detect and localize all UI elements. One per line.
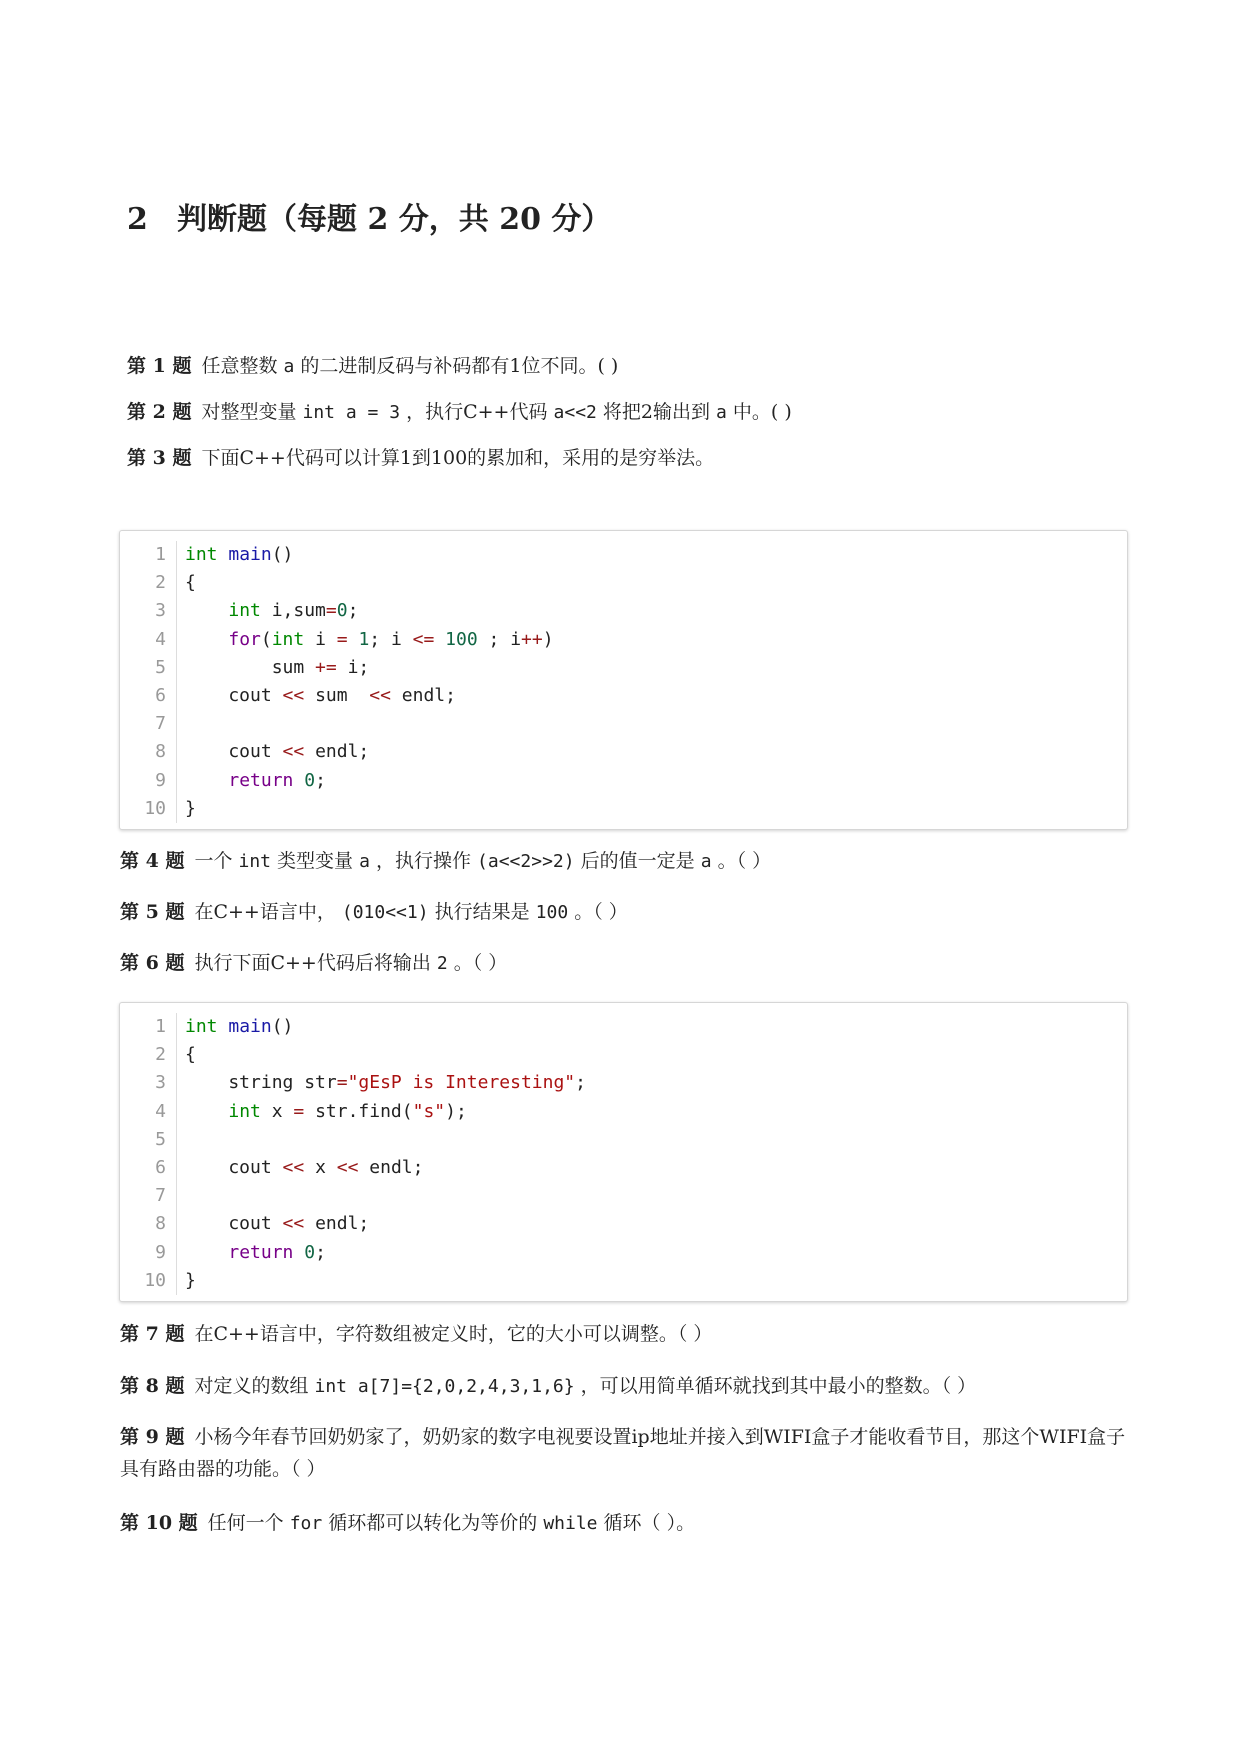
- code-line: [120, 597, 1127, 625]
- question-text: 下面C++代码可以计算1到100的累加和，采用的是穷举法。: [201, 447, 715, 469]
- code-text: [177, 682, 456, 710]
- inline-code: int: [238, 851, 272, 872]
- question-text: 执行结果是: [428, 901, 536, 923]
- code-token: "s": [412, 1100, 446, 1122]
- code-token: sum: [304, 684, 370, 706]
- code-token: (: [260, 628, 272, 650]
- code-text: [177, 1069, 586, 1097]
- code-token: );: [445, 1100, 467, 1122]
- code-line: [120, 654, 1127, 682]
- code-line: [120, 1013, 1127, 1041]
- code-text: [177, 1098, 467, 1126]
- question-label: 第 6 题: [120, 952, 185, 974]
- question-text: 的二进制反码与补码都有1位不同。( ): [294, 355, 619, 377]
- inline-code: a: [283, 356, 295, 377]
- code-token: [185, 770, 228, 791]
- line-number: 6: [120, 1154, 177, 1182]
- line-number: 2: [120, 569, 177, 597]
- code-token: "gEsP is Interesting": [347, 1072, 576, 1094]
- code-text: [177, 541, 293, 569]
- code-token: i;: [336, 656, 370, 678]
- question-4: [120, 845, 1130, 878]
- line-number: 10: [120, 1267, 177, 1295]
- code-text: [177, 1182, 185, 1210]
- code-token: 0: [304, 769, 316, 791]
- code-line: [120, 1126, 1127, 1154]
- code-block-1: [119, 530, 1128, 830]
- question-2: [127, 396, 1137, 429]
- code-token: return: [228, 1241, 294, 1263]
- code-token: [293, 1242, 304, 1263]
- question-label: 第 4 题: [120, 850, 185, 872]
- code-line: [120, 1069, 1127, 1097]
- code-line: [120, 541, 1127, 569]
- code-token: (): [271, 544, 294, 565]
- inline-code: (010<<1): [341, 902, 429, 923]
- code-token: (): [271, 1016, 294, 1037]
- question-text: 。（ ）: [568, 901, 628, 923]
- question-text: ，执行C++代码: [400, 401, 554, 423]
- code-token: [185, 1242, 228, 1263]
- code-text: [177, 767, 326, 795]
- code-line: [120, 626, 1127, 654]
- question-text: 类型变量: [271, 850, 360, 872]
- code-text: [177, 1126, 185, 1154]
- code-token: int: [185, 1016, 218, 1037]
- code-token: sum: [185, 656, 316, 678]
- code-line: [120, 1154, 1127, 1182]
- code-token: ;: [347, 600, 359, 622]
- code-token: [434, 629, 445, 650]
- question-text: 一个: [194, 850, 239, 872]
- line-number: 4: [120, 626, 177, 654]
- question-text: 循环（ ）。: [597, 1512, 696, 1534]
- code-token: 100: [445, 628, 478, 650]
- section-title: [127, 196, 611, 244]
- code-token: i,sum: [260, 600, 326, 622]
- code-block-2: [119, 1002, 1128, 1302]
- code-token: <<: [282, 741, 305, 763]
- code-token: return: [228, 769, 294, 791]
- code-token: =: [325, 600, 337, 622]
- code-token: <<: [282, 1156, 305, 1178]
- inline-code: a<<2: [553, 402, 597, 423]
- line-number: 10: [120, 795, 177, 823]
- code-token: [218, 544, 229, 565]
- code-token: string str: [185, 1072, 337, 1094]
- code-text: [177, 795, 196, 823]
- code-token: ++: [521, 628, 543, 650]
- inline-code: a: [716, 402, 727, 423]
- question-text: 循环都可以转化为等价的: [322, 1512, 544, 1534]
- question-text: 在C++语言中，: [194, 901, 342, 923]
- question-text: 执行下面C++代码后将输出: [194, 952, 437, 974]
- line-number: 2: [120, 1041, 177, 1069]
- line-number: 1: [120, 541, 177, 569]
- question-6: [120, 947, 1130, 980]
- line-number: 4: [120, 1098, 177, 1126]
- line-number: 9: [120, 1239, 177, 1267]
- code-token: int: [228, 1100, 261, 1122]
- code-token: =: [336, 1072, 348, 1094]
- code-text: [177, 1013, 293, 1041]
- code-token: [218, 1016, 229, 1037]
- question-label: 第 10 题: [120, 1512, 198, 1534]
- code-token: cout: [185, 1156, 283, 1178]
- line-number: 5: [120, 1126, 177, 1154]
- inline-code: 2: [436, 953, 448, 974]
- code-line: [120, 1239, 1127, 1267]
- question-5: [120, 896, 1130, 929]
- code-text: [177, 738, 369, 766]
- question-text: 。（ ）: [711, 850, 772, 872]
- question-label: 第 8 题: [120, 1375, 185, 1397]
- code-token: [185, 629, 228, 650]
- question-text: 中。( ): [726, 401, 792, 423]
- code-token: <<: [282, 684, 305, 706]
- code-token: cout: [185, 1213, 283, 1235]
- code-token: =: [336, 628, 348, 650]
- code-token: 0: [304, 1241, 316, 1263]
- section-heading: 判断题（每题 2 分，共 20 分）: [177, 202, 612, 237]
- code-token: ; i: [369, 628, 413, 650]
- question-7: [120, 1318, 1130, 1350]
- inline-code: for: [289, 1513, 323, 1534]
- code-token: str.find(: [304, 1100, 413, 1122]
- question-text: 对整型变量: [201, 401, 303, 423]
- code-token: int: [228, 600, 261, 622]
- inline-code: a: [700, 851, 712, 872]
- code-token: <<: [369, 684, 391, 706]
- question-label: 第 1 题: [127, 355, 192, 377]
- code-line: [120, 1041, 1127, 1069]
- code-token: }: [185, 797, 196, 819]
- line-number: 8: [120, 1210, 177, 1238]
- inline-code: 100: [535, 902, 569, 923]
- line-number: 8: [120, 738, 177, 766]
- code-line: [120, 738, 1127, 766]
- question-label: 第 2 题: [127, 401, 192, 423]
- code-token: [348, 629, 359, 650]
- code-token: [185, 1101, 228, 1122]
- code-line: [120, 1267, 1127, 1295]
- code-text: [177, 710, 185, 738]
- code-token: endl;: [304, 741, 370, 763]
- code-token: <<: [336, 1156, 359, 1178]
- section-number: 2: [127, 202, 148, 237]
- question-text: ，可以用简单循环就找到其中最小的整数。（ ）: [574, 1375, 977, 1397]
- code-line: [120, 767, 1127, 795]
- inline-code: while: [543, 1513, 598, 1534]
- code-token: x: [260, 1100, 294, 1122]
- inline-code: int a = 3: [302, 402, 401, 423]
- question-3: [127, 442, 1137, 474]
- code-token: int: [271, 628, 305, 650]
- code-token: +=: [315, 656, 337, 678]
- code-line: [120, 682, 1127, 710]
- code-line: [120, 1210, 1127, 1238]
- line-number: 7: [120, 710, 177, 738]
- code-text: [177, 1210, 369, 1238]
- code-token: {: [185, 1044, 196, 1066]
- question-text: 任何一个: [207, 1512, 290, 1534]
- question-label: 第 5 题: [120, 901, 185, 923]
- code-token: ; i: [477, 628, 522, 650]
- code-text: [177, 1154, 423, 1182]
- question-label: 第 9 题: [120, 1426, 185, 1448]
- code-token: main: [228, 544, 272, 565]
- code-line: [120, 710, 1127, 738]
- inline-code: a: [359, 851, 370, 872]
- line-number: 7: [120, 1182, 177, 1210]
- code-line: [120, 1098, 1127, 1126]
- inline-code: (a<<2>>2): [477, 851, 575, 872]
- code-text: [177, 597, 358, 625]
- code-line: [120, 1182, 1127, 1210]
- code-token: ;: [315, 1241, 326, 1263]
- code-token: }: [185, 1269, 196, 1291]
- question-label: 第 7 题: [120, 1323, 185, 1345]
- question-text: ，执行操作: [369, 850, 478, 872]
- question-10: [120, 1507, 1130, 1540]
- code-token: =: [293, 1100, 305, 1122]
- code-token: int: [185, 544, 218, 565]
- code-text: [177, 569, 196, 597]
- code-token: main: [228, 1016, 272, 1037]
- line-number: 6: [120, 682, 177, 710]
- code-token: ;: [315, 769, 326, 791]
- code-token: ;: [575, 1072, 586, 1094]
- question-8: [120, 1370, 1130, 1403]
- code-token: ): [542, 628, 554, 650]
- question-9: [120, 1421, 1130, 1485]
- code-text: [177, 626, 554, 654]
- line-number: 5: [120, 654, 177, 682]
- code-token: x: [304, 1156, 337, 1178]
- question-text: 对定义的数组: [194, 1375, 315, 1397]
- question-text: 将把2输出到: [596, 401, 717, 423]
- code-token: cout: [185, 741, 283, 763]
- code-text: [177, 654, 369, 682]
- code-token: endl;: [390, 684, 456, 706]
- code-token: 0: [336, 600, 348, 622]
- code-token: <=: [412, 628, 435, 650]
- code-token: for: [228, 628, 261, 650]
- code-token: endl;: [358, 1156, 424, 1178]
- question-text: 在C++语言中，字符数组被定义时，它的大小可以调整。（ ）: [194, 1323, 713, 1345]
- code-token: 1: [358, 628, 370, 650]
- question-1: [127, 350, 1137, 383]
- line-number: 3: [120, 1069, 177, 1097]
- code-token: {: [185, 572, 196, 594]
- code-text: [177, 1267, 196, 1295]
- code-line: [120, 569, 1127, 597]
- code-token: [185, 600, 228, 621]
- code-token: cout: [185, 684, 283, 706]
- question-text: 后的值一定是: [574, 850, 701, 872]
- line-number: 1: [120, 1013, 177, 1041]
- question-text: 任意整数: [201, 355, 284, 377]
- code-token: [293, 770, 304, 791]
- code-text: [177, 1239, 326, 1267]
- question-label: 第 3 题: [127, 447, 192, 469]
- line-number: 3: [120, 597, 177, 625]
- inline-code: int a[7]={2,0,2,4,3,1,6}: [314, 1376, 575, 1397]
- code-token: i: [304, 628, 337, 650]
- question-text: 小杨今年春节回奶奶家了，奶奶家的数字电视要设置ip地址并接入到WIFI盒子才能收看节目，那这个WIFI盒子具有路由器的功能。（ ）: [120, 1426, 1126, 1480]
- code-token: <<: [282, 1213, 305, 1235]
- question-text: 。（ ）: [447, 952, 508, 974]
- code-text: [177, 1041, 196, 1069]
- line-number: 9: [120, 767, 177, 795]
- code-token: endl;: [304, 1213, 370, 1235]
- code-line: [120, 795, 1127, 823]
